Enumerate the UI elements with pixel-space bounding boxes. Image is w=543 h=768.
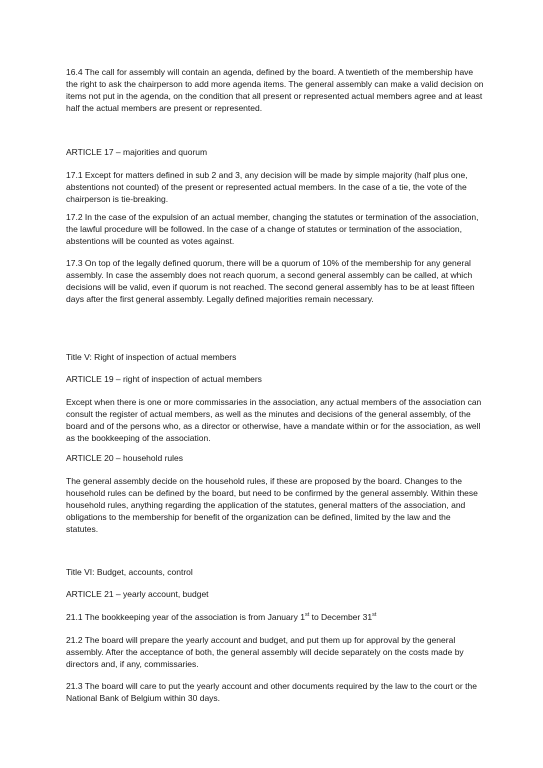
article-17-heading: ARTICLE 17 – majorities and quorum bbox=[66, 147, 208, 157]
title-vi-heading: Title VI: Budget, accounts, control bbox=[66, 567, 193, 577]
title-v-heading: Title V: Right of inspection of actual members bbox=[66, 352, 237, 362]
paragraph-16-4: 16.4 The call for assembly will contain an agenda, defined by the board. A twentieth of the membership have the right to ask the chairperson to add more agenda items. The general assembly can make a valid decision on items not put in the agenda, on the condition that all present or represented actual members agree and at least half the actual members are present or represented. bbox=[66, 67, 484, 113]
paragraph-19: Except when there is one or more commissaries in the association, any actual members of the association can consult the register of actual members, as well as the minutes and decisions of the general assembly, of the board and of the persons who, as a director or otherwise, have a mandate within or for the association, as well as the bookkeeping of the association. bbox=[66, 397, 482, 443]
ordinal-suffix: st bbox=[372, 612, 377, 619]
article-21-heading: ARTICLE 21 – yearly account, budget bbox=[66, 589, 209, 599]
ordinal-suffix: st bbox=[304, 612, 310, 619]
paragraph-21-2: 21.2 The board will prepare the yearly account and budget, and put them up for approval by the general assembly. After the acceptance of both, the general assembly will decide separately on the costs made by directors and, if any, commissaries. bbox=[66, 635, 464, 669]
paragraph-21-1 bbox=[66, 611, 484, 623]
paragraph-21-1-text-b: to December 31 bbox=[309, 612, 373, 622]
paragraph-17-3: 17.3 On top of the legally defined quorum, there will be a quorum of 10% of the membership for any general assembly. In case the assembly does not reach quorum, a second general assembly can be called, at which decisions will be valid, even if quorum is not reached. The second general assembly has to be at least fifteen days after the first general assembly. Legally defined majorities remain necessary. bbox=[66, 258, 475, 304]
paragraph-20: The general assembly decide on the household rules, if these are proposed by the board. Changes to the household rules can be defined by the board, but need to be confirmed by the general assembly. Within these household rules, anything regarding the application of the statutes, general matters of the association, and obligations to the membership for benefit of the organization can be defined, limited by the law and the statutes. bbox=[66, 476, 478, 534]
paragraph-17-2: 17.2 In the case of the expulsion of an actual member, changing the statutes or termination of the association, the lawful procedure will be followed. In the case of a change of statutes or termination of the association, abstentions will be counted as votes against. bbox=[66, 212, 479, 246]
article-19-heading: ARTICLE 19 – right of inspection of actual members bbox=[66, 374, 262, 384]
paragraph-21-1-text-a: 21.1 The bookkeeping year of the association is from January 1 bbox=[66, 612, 305, 622]
paragraph-17-1: 17.1 Except for matters defined in sub 2 and 3, any decision will be made by simple majority (half plus one, abstentions not counted) of the present or represented actual members. In the case of a tie, the vote of the chairperson is tie-breaking. bbox=[66, 170, 468, 204]
article-20-heading: ARTICLE 20 – household rules bbox=[66, 453, 184, 463]
paragraph-21-3: 21.3 The board will care to put the yearly account and other documents required by the law to the court or the National Bank of Belgium within 30 days. bbox=[66, 681, 477, 703]
